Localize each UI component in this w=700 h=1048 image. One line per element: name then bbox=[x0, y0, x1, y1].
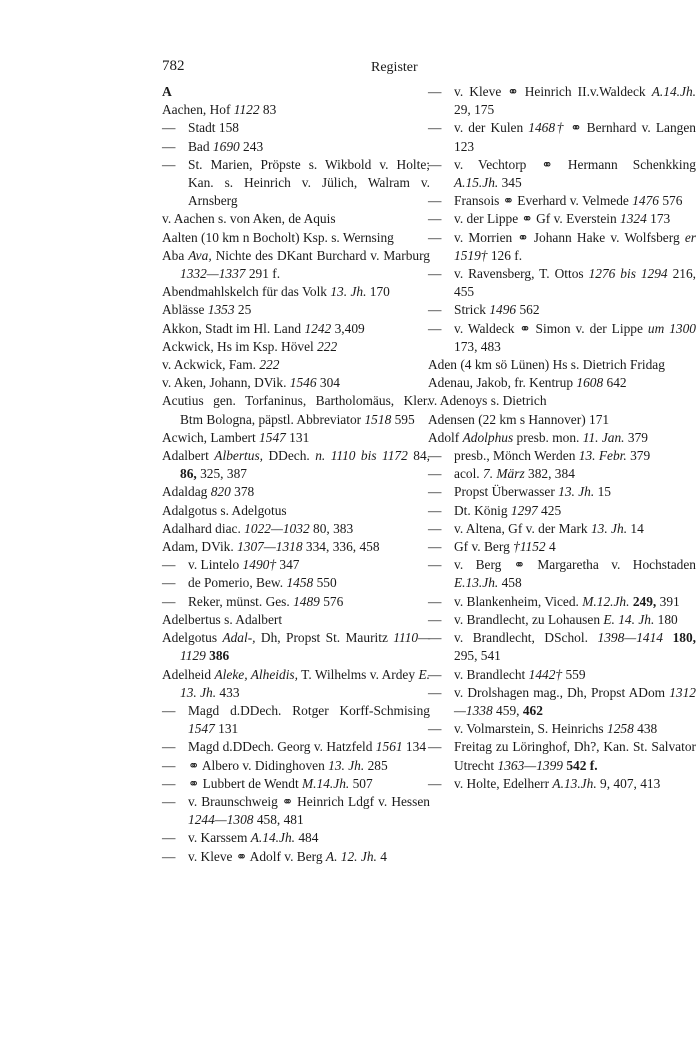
index-subentry bbox=[428, 210, 696, 228]
ditto-dash: — bbox=[162, 702, 176, 718]
entry-text: 347 bbox=[276, 557, 300, 573]
index-subentry bbox=[428, 611, 696, 629]
index-subentry bbox=[162, 775, 430, 793]
entry-text: 1489 bbox=[293, 593, 320, 609]
entry-text: 1312—1338 bbox=[454, 684, 696, 718]
entry-text: E.13.Jh. bbox=[454, 575, 499, 591]
entry-text: 550 bbox=[313, 575, 337, 591]
entry-text: v. Volmarstein, S. Heinrichs bbox=[454, 721, 607, 737]
entry-text: 13. Jh. bbox=[330, 284, 367, 300]
entry-text: 1110—1129 bbox=[180, 630, 430, 664]
entry-text: 507 bbox=[349, 775, 373, 791]
entry-text: 1442† bbox=[528, 666, 563, 682]
index-subentry bbox=[428, 465, 696, 483]
entry-text: Adalhard diac. bbox=[162, 520, 245, 536]
entry-text: 425 bbox=[537, 502, 562, 518]
index-subentry bbox=[162, 156, 430, 211]
index-entry bbox=[162, 666, 430, 702]
entry-text: Adal-, bbox=[222, 630, 256, 646]
index-subentry bbox=[162, 848, 430, 866]
page-number: 782 bbox=[162, 58, 185, 74]
index-subentry bbox=[428, 265, 696, 301]
entry-text: 1258 bbox=[607, 721, 634, 737]
entry-text: 438 bbox=[633, 721, 658, 737]
entry-text: M.14.Jh. bbox=[302, 775, 350, 791]
entry-text: 131 bbox=[214, 721, 239, 737]
index-entry bbox=[162, 247, 430, 283]
entry-text: 1324 bbox=[620, 211, 647, 227]
entry-text: Adenau, Jakob, fr. Kentrup bbox=[428, 375, 577, 391]
entry-text: Aba bbox=[162, 247, 189, 263]
index-subentry bbox=[162, 593, 430, 611]
index-subentry bbox=[162, 757, 430, 775]
ditto-dash: — bbox=[428, 266, 442, 282]
ditto-dash: — bbox=[428, 739, 442, 755]
entry-text: 1547 bbox=[188, 721, 215, 737]
entry-text: 291 f. bbox=[245, 266, 281, 282]
entry-text: A.14.Jh. bbox=[651, 84, 696, 99]
index-entry bbox=[162, 520, 430, 538]
index-entry bbox=[428, 356, 696, 374]
index-entry bbox=[162, 338, 430, 356]
entry-text: v. Kleve ⚭ Heinrich II.v.Waldeck bbox=[454, 84, 652, 99]
entry-text: v. Altena, Gf v. der Mark bbox=[454, 520, 591, 536]
entry-text: 559 bbox=[562, 666, 586, 682]
index-subentry bbox=[428, 629, 696, 665]
index-entry bbox=[428, 411, 696, 429]
entry-text: v. Brandlecht, zu Lohausen bbox=[454, 611, 604, 627]
entry-text: de Pomerio, Bew. bbox=[188, 575, 287, 591]
entry-text: 1608 bbox=[576, 375, 604, 391]
entry-text: 170 bbox=[366, 284, 390, 300]
ditto-dash: — bbox=[162, 593, 176, 609]
ditto-dash: — bbox=[428, 666, 442, 682]
entry-text: presb. mon. bbox=[513, 429, 583, 445]
entry-text: n. 1110 bis 1172 bbox=[315, 448, 408, 464]
entry-text: 285 bbox=[364, 757, 388, 773]
entry-text: 173 bbox=[646, 211, 671, 227]
entry-text: 295, 541 bbox=[454, 648, 501, 664]
entry-text: v. Lintelo bbox=[188, 557, 243, 573]
entry-text: Adolphus bbox=[462, 429, 514, 445]
ditto-dash: — bbox=[162, 120, 176, 136]
entry-text: Fransois ⚭ Everhard v. Velmede bbox=[454, 193, 633, 209]
entry-text: 29, 175 bbox=[454, 102, 495, 118]
entry-text: 1496 bbox=[489, 302, 517, 318]
index-entry bbox=[162, 320, 430, 338]
entry-text: Albertus, bbox=[214, 448, 264, 464]
entry-text: A bbox=[162, 84, 172, 99]
index-entry bbox=[428, 392, 696, 410]
entry-text: Adam, DVik. bbox=[162, 539, 238, 555]
entry-text: 222 bbox=[259, 357, 280, 373]
entry-text: 484 bbox=[295, 830, 319, 846]
right-column bbox=[428, 83, 696, 793]
entry-text: acol. bbox=[454, 466, 483, 482]
entry-text: 1561 bbox=[375, 739, 403, 755]
index-subentry bbox=[162, 793, 430, 829]
index-subentry bbox=[428, 666, 696, 684]
entry-text: 562 bbox=[516, 302, 540, 318]
entry-text: Adelgotus bbox=[162, 630, 223, 646]
entry-text: v. Brandlecht bbox=[454, 666, 529, 682]
entry-text: v. Holte, Edelherr bbox=[454, 775, 553, 791]
entry-text: 542 f. bbox=[566, 757, 598, 773]
index-entry bbox=[162, 210, 430, 228]
entry-text: 249, bbox=[632, 593, 657, 609]
ditto-dash: — bbox=[428, 611, 442, 627]
index-entry bbox=[162, 429, 430, 447]
entry-text: 304 bbox=[316, 375, 340, 391]
entry-text: 13. Jh. bbox=[328, 757, 365, 773]
entry-text: 1122 bbox=[233, 102, 260, 118]
index-entry bbox=[162, 374, 430, 392]
index-subentry bbox=[428, 119, 696, 155]
entry-text: Adensen (22 km s Hannover) 171 bbox=[428, 411, 610, 427]
entry-text: Dh, Propst St. Mauritz bbox=[255, 630, 394, 646]
entry-text: St. Marien, Pröpste s. Wikbold v. Holte; Kan. s. Heinrich v. Jülich, Walram v. Arnsberg bbox=[188, 156, 430, 209]
ditto-dash: — bbox=[428, 156, 442, 172]
entry-text: 134 bbox=[402, 739, 427, 755]
entry-text: v. Berg ⚭ Margaretha v. Hochstaden bbox=[454, 557, 696, 573]
ditto-dash: — bbox=[428, 484, 442, 500]
entry-text: 1468† bbox=[528, 120, 566, 136]
ditto-dash: — bbox=[428, 211, 442, 227]
entry-text: 1547 bbox=[259, 429, 286, 445]
entry-text: Stadt 158 bbox=[188, 120, 239, 136]
entry-text: Reker, münst. Ges. bbox=[188, 593, 294, 609]
ditto-dash: — bbox=[428, 557, 442, 573]
left-column bbox=[162, 83, 430, 866]
entry-text: Acutius gen. Torfaninus, Bartholomäus, Kler. Btm Bologna, päpstl. Abbreviator bbox=[162, 393, 430, 427]
index-subentry bbox=[428, 83, 696, 119]
entry-text: 13. Febr. bbox=[578, 448, 627, 464]
ditto-dash: — bbox=[162, 138, 176, 154]
entry-text: 222 bbox=[317, 338, 338, 354]
section-letter bbox=[162, 83, 430, 101]
index-subentry bbox=[428, 229, 696, 265]
ditto-dash: — bbox=[428, 775, 442, 791]
entry-text: 1398—1414 bbox=[597, 630, 663, 646]
ditto-dash: — bbox=[428, 593, 442, 609]
entry-text: 379 bbox=[626, 448, 651, 464]
entry-text: 391 bbox=[656, 593, 680, 609]
running-head: Register bbox=[371, 60, 418, 75]
ditto-dash: — bbox=[428, 229, 442, 245]
entry-text: Adelheid bbox=[162, 666, 215, 682]
ditto-dash: — bbox=[428, 520, 442, 536]
entry-text: Akkon, Stadt im Hl. Land bbox=[162, 320, 305, 336]
ditto-dash: — bbox=[428, 721, 442, 737]
index-subentry bbox=[428, 775, 696, 793]
ditto-dash: — bbox=[162, 557, 176, 573]
entry-text: 378 bbox=[230, 484, 255, 500]
entry-text: 7. März bbox=[483, 466, 525, 482]
entry-text: 9, 407, 413 bbox=[596, 775, 661, 791]
index-entry bbox=[162, 447, 430, 483]
entry-text: Aden (4 km sö Lünen) Hs s. Dietrich Fridag bbox=[428, 357, 665, 373]
entry-text: M.12.Jh. bbox=[582, 593, 630, 609]
index-subentry bbox=[162, 702, 430, 738]
entry-text: v. Brandlecht, DSchol. bbox=[454, 630, 598, 646]
ditto-dash: — bbox=[162, 775, 176, 791]
entry-text: 382, 384 bbox=[524, 466, 575, 482]
index-entry bbox=[162, 301, 430, 319]
entry-text: 462 bbox=[522, 702, 543, 718]
ditto-dash: — bbox=[428, 320, 442, 336]
entry-text: 1690 bbox=[212, 138, 240, 154]
index-subentry bbox=[428, 520, 696, 538]
index-subentry bbox=[428, 156, 696, 192]
index-subentry bbox=[428, 538, 696, 556]
entry-text: 173, 483 bbox=[454, 338, 501, 354]
index-entry bbox=[162, 538, 430, 556]
entry-text: 25 bbox=[234, 302, 252, 318]
entry-text: Magd d.DDech. Rotger Korff-Schmising bbox=[188, 702, 430, 718]
entry-text: Aachen, Hof bbox=[162, 102, 234, 118]
entry-text: Bad bbox=[188, 138, 213, 154]
entry-text: v. Aken, Johann, DVik. bbox=[162, 375, 290, 391]
ditto-dash: — bbox=[428, 193, 442, 209]
index-entry bbox=[162, 101, 430, 119]
entry-text: 131 bbox=[285, 429, 310, 445]
entry-text: 433 bbox=[216, 684, 240, 700]
entry-text: Acwich, Lambert bbox=[162, 429, 260, 445]
index-subentry bbox=[428, 556, 696, 592]
index-subentry bbox=[428, 684, 696, 720]
entry-text: 180 bbox=[654, 611, 678, 627]
entry-text: Adaldag bbox=[162, 484, 211, 500]
entry-text: 1490† bbox=[242, 557, 277, 573]
entry-text: v. Ackwick, Fam. bbox=[162, 357, 260, 373]
entry-text: 595 bbox=[391, 411, 415, 427]
index-subentry bbox=[428, 320, 696, 356]
index-entry bbox=[428, 429, 696, 447]
entry-text: 325, 387 bbox=[196, 466, 247, 482]
entry-text: Propst Überwasser bbox=[454, 484, 559, 500]
entry-text: 1353 bbox=[207, 302, 235, 318]
entry-text: 576 bbox=[319, 593, 344, 609]
index-subentry bbox=[162, 574, 430, 592]
ditto-dash: — bbox=[162, 757, 176, 773]
entry-text: 345 bbox=[498, 175, 522, 191]
entry-text: v. der Lippe ⚭ Gf v. Everstein bbox=[454, 211, 621, 227]
entry-text: 86, bbox=[180, 466, 197, 482]
entry-text: 386 bbox=[209, 648, 230, 664]
entry-text: 83 bbox=[259, 102, 277, 118]
entry-text: 1307—1318 bbox=[237, 539, 303, 555]
entry-text bbox=[663, 630, 673, 645]
entry-text: Aalten (10 km n Bocholt) Ksp. s. Wernsing bbox=[162, 229, 394, 245]
entry-text: v. Aachen s. von Aken, de Aquis bbox=[162, 211, 336, 227]
index-subentry bbox=[162, 119, 430, 137]
entry-text: 1363—1399 bbox=[497, 757, 563, 773]
ditto-dash: — bbox=[428, 466, 442, 482]
entry-text: er 1519† bbox=[454, 229, 696, 263]
entry-text: 1546 bbox=[289, 375, 317, 391]
entry-text: um 1300 bbox=[647, 320, 697, 336]
ditto-dash: — bbox=[162, 575, 176, 591]
ditto-dash: — bbox=[428, 502, 442, 518]
entry-text: 4 bbox=[545, 539, 556, 555]
entry-text: v. Braunschweig ⚭ Heinrich Ldgf v. Hessen bbox=[188, 793, 430, 809]
entry-text: Adelbertus s. Adalbert bbox=[162, 611, 283, 627]
entry-text: v. Vechtorp ⚭ Hermann Schenkking bbox=[454, 156, 696, 172]
index-entry bbox=[162, 629, 430, 665]
entry-text: Adolf bbox=[428, 429, 463, 445]
index-entry bbox=[428, 374, 696, 392]
entry-text: A.14.Jh. bbox=[250, 830, 295, 846]
entry-text: ⚭ Bernhard v. Langen 123 bbox=[454, 120, 696, 154]
entry-text: 334, 336, 458 bbox=[302, 539, 380, 555]
index-subentry bbox=[428, 301, 696, 319]
index-subentry bbox=[428, 447, 696, 465]
entry-text: E. 13. Jh. bbox=[180, 666, 431, 700]
entry-text: 84, bbox=[407, 448, 430, 464]
entry-text: 458 bbox=[498, 575, 522, 591]
entry-text: Freitag zu Löringhof, Dh?, Kan. St. Salvator Utrecht bbox=[454, 739, 696, 773]
entry-text: Strick bbox=[454, 302, 490, 318]
entry-text: v. Kleve ⚭ Adolf v. Berg bbox=[188, 848, 326, 864]
ditto-dash: — bbox=[162, 830, 176, 846]
index-subentry bbox=[162, 138, 430, 156]
entry-text: v. der Kulen bbox=[454, 120, 529, 136]
ditto-dash: — bbox=[162, 156, 176, 172]
entry-text: 458, 481 bbox=[253, 812, 304, 828]
entry-text: 1458 bbox=[286, 575, 314, 591]
entry-text: 13. Jh. bbox=[590, 520, 628, 536]
entry-text: 4 bbox=[376, 848, 387, 864]
entry-text: Adalbert bbox=[162, 448, 215, 464]
entry-text: 216, 455 bbox=[454, 266, 697, 300]
entry-text: 1518 bbox=[364, 411, 392, 427]
ditto-dash: — bbox=[428, 539, 442, 555]
index-subentry bbox=[428, 502, 696, 520]
entry-text: 180, bbox=[672, 630, 696, 646]
entry-text: A. 12. Jh. bbox=[325, 848, 377, 864]
index-subentry bbox=[162, 556, 430, 574]
entry-text: Dt. König bbox=[454, 502, 511, 518]
index-subentry bbox=[162, 829, 430, 847]
ditto-dash: — bbox=[428, 120, 442, 136]
entry-text: 642 bbox=[603, 375, 627, 391]
entry-text: Nichte des DKant Burchard v. Marburg bbox=[211, 247, 430, 263]
index-subentry bbox=[428, 720, 696, 738]
entry-text: 1244—1308 bbox=[188, 812, 254, 828]
entry-text: presb., Mönch Werden bbox=[454, 448, 579, 464]
index-subentry bbox=[428, 593, 696, 611]
entry-text: T. Wilhelms v. Ardey bbox=[297, 666, 419, 682]
index-subentry bbox=[428, 483, 696, 501]
entry-text: 1476 bbox=[632, 193, 659, 209]
entry-text: †1152 bbox=[513, 539, 546, 555]
entry-text: 1276 bis 1294 bbox=[588, 266, 668, 282]
entry-text: 243 bbox=[239, 138, 264, 154]
index-entry bbox=[162, 229, 430, 247]
index-subentry bbox=[428, 192, 696, 210]
ditto-dash: — bbox=[428, 684, 442, 700]
entry-text: v. Adenoys s. Dietrich bbox=[428, 393, 547, 409]
entry-text: 379 bbox=[624, 429, 648, 445]
index-subentry bbox=[162, 738, 430, 756]
index-entry bbox=[162, 483, 430, 501]
entry-text: 13. Jh. bbox=[558, 484, 595, 500]
ditto-dash: — bbox=[428, 630, 442, 646]
entry-text: Ava, bbox=[188, 247, 212, 263]
entry-text: 3,409 bbox=[331, 320, 365, 336]
entry-text: v. Blankenheim, Viced. bbox=[454, 593, 583, 609]
entry-text: Ablässe bbox=[162, 302, 208, 318]
index-entry bbox=[162, 392, 430, 428]
entry-text: 1242 bbox=[304, 320, 332, 336]
entry-text: Magd d.DDech. Georg v. Hatzfeld bbox=[188, 739, 376, 755]
entry-text: 1022—1032 bbox=[244, 520, 310, 536]
entry-text: ⚭ Lubbert de Wendt bbox=[188, 775, 303, 791]
entry-text: Adalgotus s. Adelgotus bbox=[162, 502, 287, 518]
entry-text: 820 bbox=[210, 484, 231, 500]
entry-text: A.13.Jh. bbox=[552, 775, 597, 791]
entry-text: v. Drolshagen mag., Dh, Propst ADom bbox=[454, 684, 670, 700]
entry-text: 126 f. bbox=[487, 247, 523, 263]
entry-text: Gf v. Berg bbox=[454, 539, 514, 555]
ditto-dash: — bbox=[428, 448, 442, 464]
ditto-dash: — bbox=[428, 302, 442, 318]
entry-text: 14 bbox=[627, 520, 644, 536]
entry-text: Aleke, Alheidis, bbox=[214, 666, 298, 682]
entry-text: v. Ravensberg, T. Ottos bbox=[454, 266, 589, 282]
entry-text: A.15.Jh. bbox=[454, 175, 499, 191]
index-entry bbox=[162, 283, 430, 301]
entry-text: ⚭ Albero v. Didinghoven bbox=[188, 757, 329, 773]
index-entry bbox=[162, 356, 430, 374]
entry-text: Abendmahlskelch für das Volk bbox=[162, 284, 331, 300]
index-entry bbox=[162, 502, 430, 520]
ditto-dash: — bbox=[162, 848, 176, 864]
entry-text: 576 bbox=[658, 193, 683, 209]
entry-text: v. Karssem bbox=[188, 830, 251, 846]
entry-text: 15 bbox=[594, 484, 611, 500]
ditto-dash: — bbox=[162, 793, 176, 809]
ditto-dash: — bbox=[428, 84, 442, 99]
entry-text: 1297 bbox=[510, 502, 538, 518]
entry-text: Ackwick, Hs im Ksp. Hövel bbox=[162, 338, 318, 354]
entry-text: v. Morrien ⚭ Johann Hake v. Wolfsberg bbox=[454, 229, 685, 245]
entry-text: DDech. bbox=[263, 448, 316, 464]
entry-text: 459, bbox=[492, 702, 523, 718]
index-entry bbox=[162, 611, 430, 629]
entry-text: 80, 383 bbox=[309, 520, 354, 536]
entry-text: 1332—1337 bbox=[180, 266, 246, 282]
ditto-dash: — bbox=[162, 739, 176, 755]
index-subentry bbox=[428, 738, 696, 774]
entry-text: E. 14. Jh. bbox=[603, 611, 655, 627]
entry-text: 11. Jan. bbox=[582, 429, 625, 445]
entry-text: v. Waldeck ⚭ Simon v. der Lippe bbox=[454, 320, 648, 336]
